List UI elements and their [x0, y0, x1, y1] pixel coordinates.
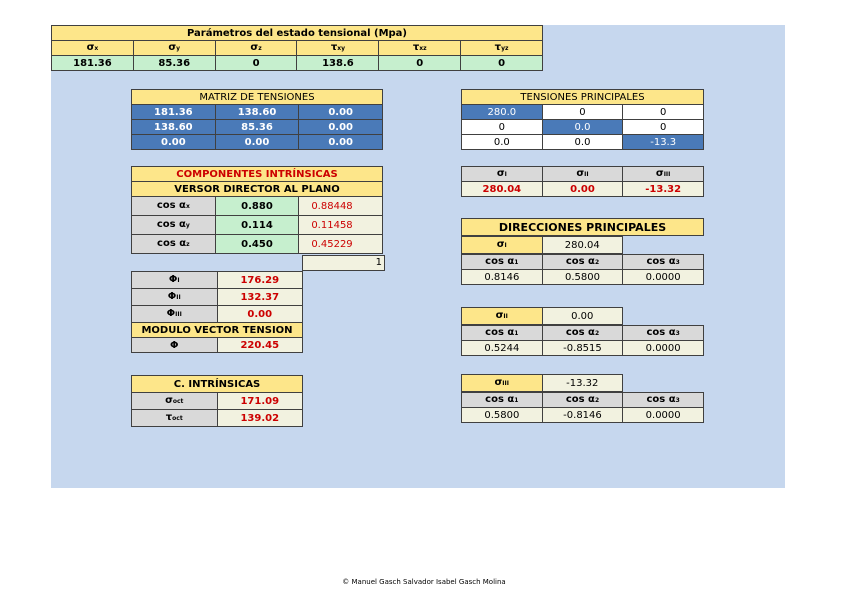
sigma-oct-value: 171.09	[217, 393, 303, 410]
sigmas-table	[461, 166, 704, 197]
phi-value: 132.37	[217, 289, 303, 306]
cintr-label: σoct	[132, 393, 218, 410]
params-table	[51, 25, 543, 71]
matriz-cell: 138.60	[132, 120, 216, 135]
cos-calc: 0.88448	[299, 197, 383, 216]
cos-label: cos αy	[132, 216, 216, 235]
dir-block-i	[461, 254, 704, 285]
principal-cell: 0	[623, 120, 704, 135]
footer-credit: © Manuel Gasch Salvador Isabel Gasch Molina	[342, 578, 506, 586]
principales-table	[461, 89, 704, 150]
dir-cos-value: 0.0000	[623, 341, 704, 356]
param-header-sy: σy	[133, 41, 215, 56]
sigma-value: 280.04	[462, 182, 543, 197]
dir-sigma-label: σIII	[462, 375, 543, 392]
cos-header: cos α2	[542, 393, 623, 408]
matriz-cell: 0.00	[132, 135, 216, 150]
intrinsic-table	[131, 166, 383, 254]
dir-cos-value: -0.8515	[542, 341, 623, 356]
cos-label: cos αz	[132, 235, 216, 254]
sigma-value: -13.32	[623, 182, 704, 197]
cos-input-y[interactable]: 0.114	[215, 216, 299, 235]
phi-label: ΦII	[132, 289, 218, 306]
matriz-cell: 0.00	[299, 120, 383, 135]
matriz-cell: 85.36	[215, 120, 299, 135]
params-title: Parámetros del estado tensional (Mpa)	[52, 26, 543, 41]
param-input-sz[interactable]: 0	[215, 56, 297, 71]
tau-oct-value: 139.02	[217, 410, 303, 427]
sigma-value: 0.00	[542, 182, 623, 197]
cos-header: cos α2	[542, 255, 623, 270]
sigma-header: σII	[542, 167, 623, 182]
cos-header: cos α1	[462, 393, 543, 408]
matriz-cell: 181.36	[132, 105, 216, 120]
dir-sigma-value: 280.04	[542, 237, 623, 254]
param-header-sx: σx	[52, 41, 134, 56]
matriz-table	[131, 89, 383, 150]
dir-block-ii-head	[461, 307, 623, 325]
param-input-txz[interactable]: 0	[379, 56, 461, 71]
param-header-tyz: τyz	[461, 41, 543, 56]
intrinsic-subtitle: VERSOR DIRECTOR AL PLANO	[132, 182, 383, 197]
phi-table	[131, 271, 303, 353]
dir-sigma-value: 0.00	[542, 308, 623, 325]
dir-cos-value: -0.8146	[542, 408, 623, 423]
cos-header: cos α3	[623, 326, 704, 341]
dir-cos-value: 0.0000	[623, 270, 704, 285]
dir-cos-value: 0.5800	[462, 408, 543, 423]
dir-block-iii	[461, 392, 704, 423]
param-header-txz: τxz	[379, 41, 461, 56]
cos-header: cos α1	[462, 255, 543, 270]
dir-sigma-label: σII	[462, 308, 543, 325]
principal-cell: 0.0	[462, 135, 543, 150]
intrinsic-title: COMPONENTES INTRÍNSICAS	[132, 167, 383, 182]
cos-input-z[interactable]: 0.450	[215, 235, 299, 254]
matriz-title: MATRIZ DE TENSIONES	[132, 90, 383, 105]
sigma-header: σI	[462, 167, 543, 182]
dir-cos-value: 0.5800	[542, 270, 623, 285]
cintr-label: τoct	[132, 410, 218, 427]
dir-cos-value: 0.0000	[623, 408, 704, 423]
principal-cell: 0	[623, 105, 704, 120]
cos-header: cos α3	[623, 255, 704, 270]
dir-cos-value: 0.8146	[462, 270, 543, 285]
sigma-header: σIII	[623, 167, 704, 182]
cos-header: cos α1	[462, 326, 543, 341]
matriz-cell: 0.00	[215, 135, 299, 150]
cos-calc: 0.11458	[299, 216, 383, 235]
param-input-tyz[interactable]: 0	[461, 56, 543, 71]
param-header-sz: σz	[215, 41, 297, 56]
param-input-sx[interactable]: 181.36	[52, 56, 134, 71]
matriz-cell: 0.00	[299, 135, 383, 150]
cos-header: cos α3	[623, 393, 704, 408]
phi-value: 176.29	[217, 272, 303, 289]
phi-label: ΦIII	[132, 306, 218, 323]
dir-block-i-head	[461, 236, 623, 254]
direcciones-title-table	[461, 218, 704, 236]
principal-cell: -13.3	[623, 135, 704, 150]
cos-sum: 1	[302, 255, 385, 271]
matriz-cell: 0.00	[299, 105, 383, 120]
dir-cos-value: 0.5244	[462, 341, 543, 356]
cintr-table	[131, 375, 303, 427]
phi-value: 0.00	[217, 306, 303, 323]
principales-title: TENSIONES PRINCIPALES	[462, 90, 704, 105]
principal-cell: 0	[542, 105, 623, 120]
modulo-value: 220.45	[217, 338, 303, 353]
cos-input-x[interactable]: 0.880	[215, 197, 299, 216]
cos-calc: 0.45229	[299, 235, 383, 254]
matriz-cell: 138.60	[215, 105, 299, 120]
principal-cell: 0	[462, 120, 543, 135]
dir-sigma-value: -13.32	[542, 375, 623, 392]
cos-header: cos α2	[542, 326, 623, 341]
dir-sigma-label: σI	[462, 237, 543, 254]
cos-label: cos αx	[132, 197, 216, 216]
principal-cell: 0.0	[542, 120, 623, 135]
principal-cell: 280.0	[462, 105, 543, 120]
principal-cell: 0.0	[542, 135, 623, 150]
direcciones-title: DIRECCIONES PRINCIPALES	[462, 219, 704, 236]
dir-block-iii-head	[461, 374, 623, 392]
cintr-title: C. INTRÍNSICAS	[132, 376, 303, 393]
phi-label: ΦI	[132, 272, 218, 289]
modulo-title: MODULO VECTOR TENSION	[132, 323, 303, 338]
param-input-txy[interactable]: 138.6	[297, 56, 379, 71]
param-input-sy[interactable]: 85.36	[133, 56, 215, 71]
param-header-txy: τxy	[297, 41, 379, 56]
dir-block-ii	[461, 325, 704, 356]
modulo-label: Φ	[132, 338, 218, 353]
